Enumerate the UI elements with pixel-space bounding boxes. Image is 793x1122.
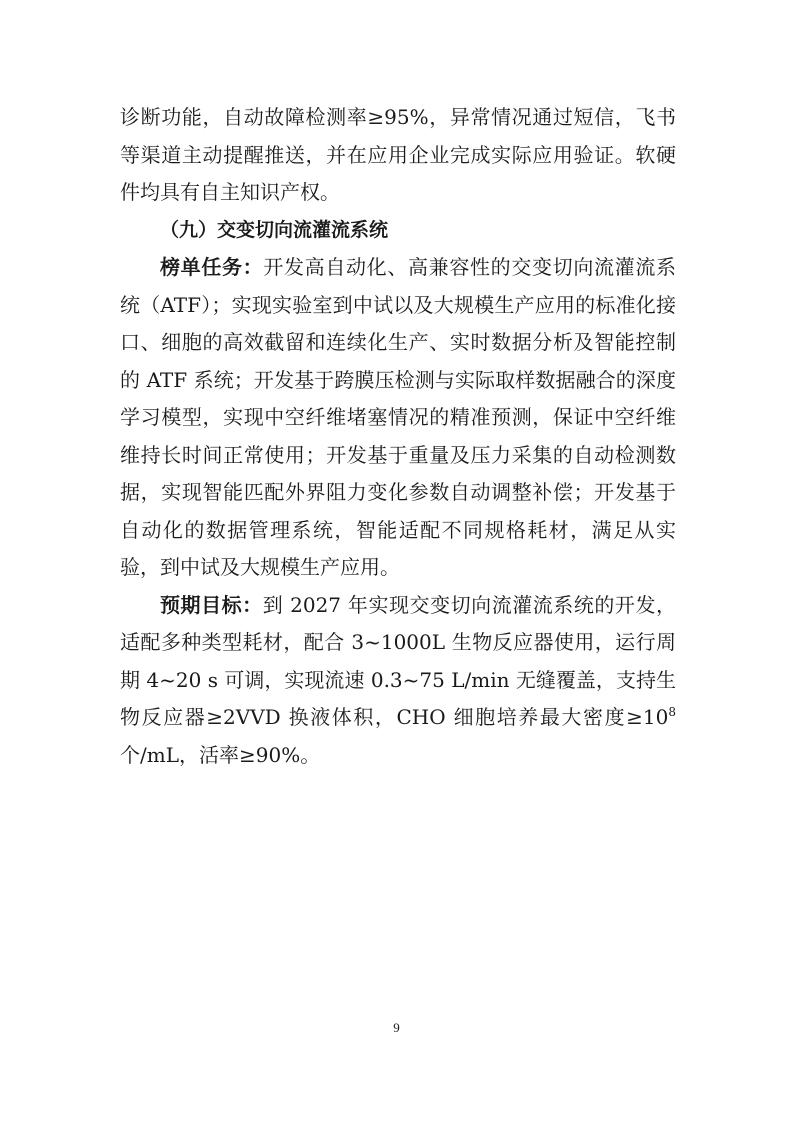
document-body <box>120 99 676 774</box>
task-text: 开发高自动化、高兼容性的交变切向流灌流系统（ATF）；实现实验室到中试以及大规模生产应用的标准化接口、细胞的高效截留和连续化生产、实时数据分析及智能控制的 ATF 系统；开发基于跨膜压检测与实际取样数据融合的深度学习模型，实现中空纤维堵塞情况的精准预测，保证中空纤维维持长时间正常使用；开发基于重量及压力采集的自动检测数据，实现智能匹配外界阻力变化参数自动调整补偿；开发基于自动化的数据管理系统，智能适配不同规格耗材，满足从实验，到中试及大规模生产应用。 <box>120 255 677 579</box>
goal-text-before-superscript: 到 2027 年实现交变切向流灌流系统的开发，适配多种类型耗材，配合 3~1000L 生物反应器使用，运行周期 4~20 s 可调，实现流速 0.3~75 L/min 无缝覆盖，支持生物反应器≥2VVD 换液体积，CHO 细胞培养最大密度≥10 <box>120 592 677 729</box>
section-heading: （九）交变切向流灌流系统 <box>160 218 389 241</box>
task-paragraph <box>120 249 676 587</box>
goal-superscript: 8 <box>668 705 676 719</box>
page-number: 9 <box>393 1020 400 1035</box>
goal-text-after-superscript: 个/mL，活率≥90%。 <box>120 742 321 767</box>
continued-paragraph: 诊断功能，自动故障检测率≥95%，异常情况通过短信，飞书等渠道主动提醒推送，并在应用企业完成实际应用验证。软硬件均具有自主知识产权。 <box>120 105 676 204</box>
task-label: 榜单任务： <box>160 255 264 279</box>
goal-paragraph <box>120 587 676 775</box>
goal-label: 预期目标： <box>160 592 263 617</box>
